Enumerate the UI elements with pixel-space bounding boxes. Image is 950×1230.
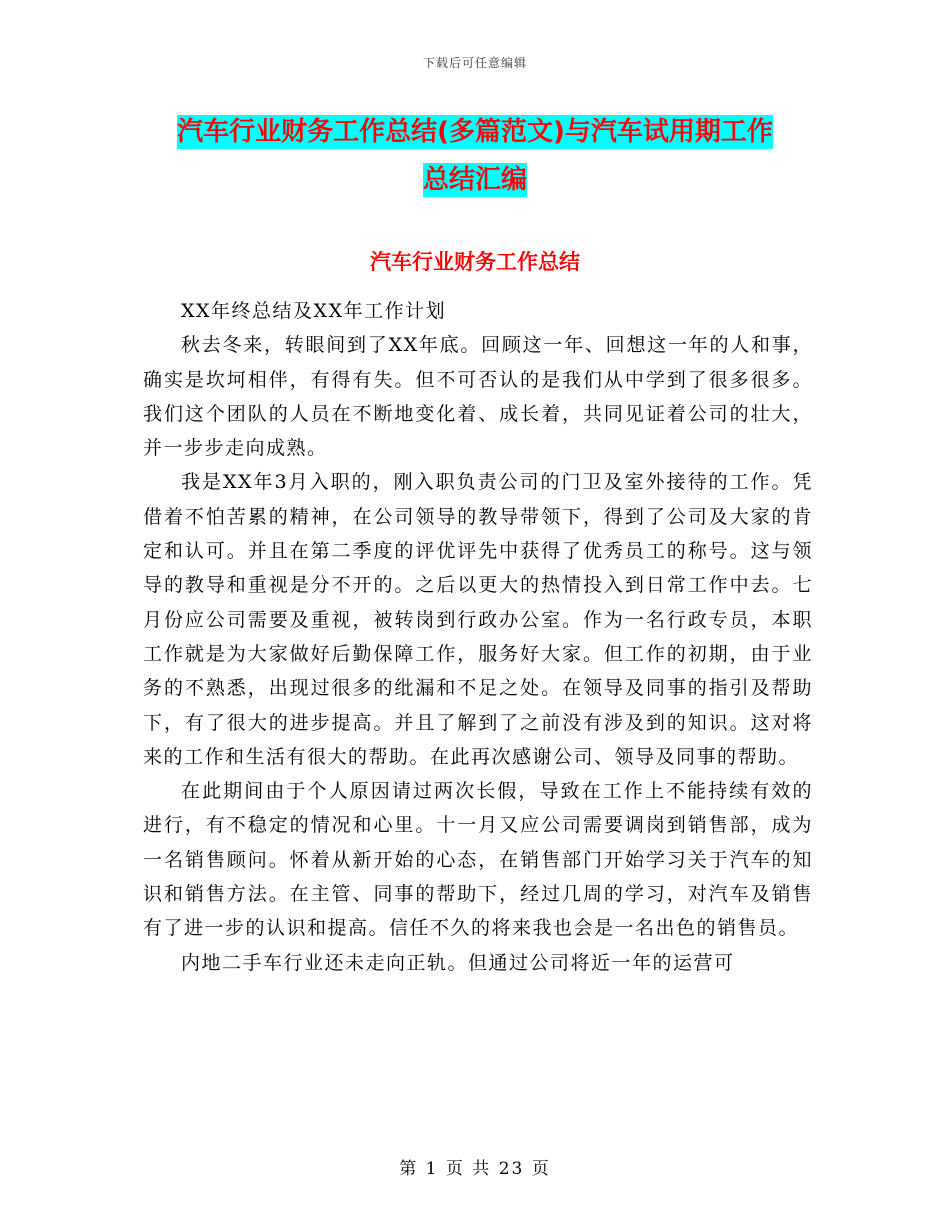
paragraph: XX年终总结及XX年工作计划 (181, 300, 447, 322)
paragraph: 在此期间由于个人原因请过两次长假，导致在工作上不能持续有效的进行，有不稳定的情况和心里。十一月又应公司需要调岗到销售部，成为一名销售顾问。怀着从新开始的心态，在销售部门开始学习关于汽车的知识和销售方法。在主管、同事的帮助下，经过几周的学习，对汽车及销售有了进一步的认识和提高。信任不久的将来我也会是一名出色的销售员。 (143, 780, 813, 940)
section-title: 汽车行业财务工作总结 (370, 250, 580, 274)
paragraph: 内地二手车行业还未走向正轨。但通过公司将近一年的运营可 (181, 951, 735, 974)
document-title-line-1: 汽车行业财务工作总结(多篇范文)与汽车试用期工作 (177, 117, 773, 147)
paragraph: 我是XX年3月入职的，刚入职负责公司的门卫及室外接待的工作。凭借着不怕苦累的精神，在公司领导的教导带领下，得到了公司及大家的肯定和认可。并且在第二季度的评优评先中获得了优秀员工的称号。这与领导的教导和重视是分不开的。之后以更大的热情投入到日常工作中去。七月份应公司需要及重视，被转岗到行政办公室。作为一名行政专员，本职工作就是为大家做好后勤保障工作，服务好大家。但工作的初期，由于业务的不熟悉，出现过很多的纰漏和不足之处。在领导及同事的指引及帮助下，有了很大的进步提高。并且了解到了之前没有涉及到的知识。这对将来的工作和生活有很大的帮助。在此再次感谢公司、领导及同事的帮助。 (143, 471, 813, 768)
paragraph: 秋去冬来，转眼间到了XX年底。回顾这一年、回想这一年的人和事，确实是坎坷相伴，有得有失。但不可否认的是我们从中学到了很多很多。我们这个团队的人员在不断地变化着、成长着，共同见证着公司的壮大，并一步步走向成熟。 (143, 334, 813, 460)
document-title-line-2: 总结汇编 (422, 165, 527, 195)
body-text (143, 294, 813, 980)
header-note: 下载后可任意编辑 (422, 56, 527, 70)
page-footer: 第 1 页 共 23 页 (399, 1159, 551, 1179)
document-title (140, 108, 810, 204)
